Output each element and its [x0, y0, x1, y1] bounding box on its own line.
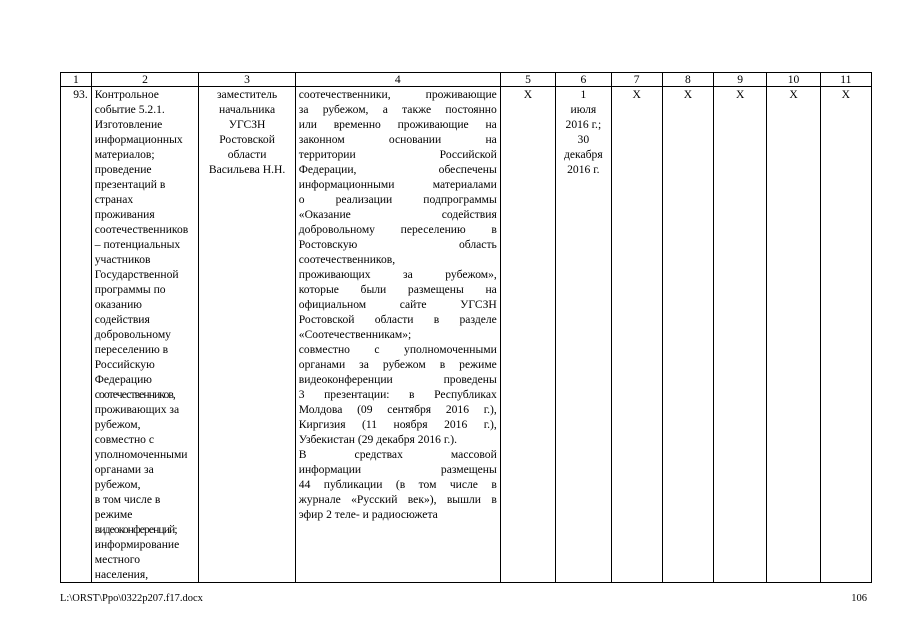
event-text-line: Контрольное — [94, 88, 159, 101]
row-number: 93. — [61, 87, 92, 583]
event-text-line: местного — [94, 553, 140, 566]
result-text-line: «Соотечественникам»; — [298, 328, 412, 341]
responsible-text-line: заместитель — [216, 88, 278, 101]
event-text-line: Государственной — [94, 268, 179, 281]
result-text-line: Федерации, обеспечены — [298, 163, 497, 176]
result-text-line: информационными материалами — [298, 178, 497, 191]
result-text-line: или временно проживающие на — [298, 118, 497, 131]
result-text-line: «Оказание содействия — [298, 208, 497, 221]
event-text-line: в том числе в — [94, 493, 161, 506]
event-text-line: информирование — [94, 538, 180, 551]
event-text-line: презентаций в — [94, 178, 166, 191]
result-text-line: журнале «Русский век»), вышли в — [298, 493, 497, 506]
event-text-line: режиме — [94, 508, 133, 521]
responsible-text-line: области — [227, 148, 267, 161]
event-text-line: соотечественников, — [94, 388, 175, 401]
date-text-line: 2016 г.; — [565, 118, 602, 131]
event-text-line: содействия — [94, 313, 150, 326]
result-text-line: 3 презентации: в Республиках — [298, 388, 497, 401]
event-text-line: программы по — [94, 283, 166, 296]
header-cell-6: 6 — [556, 73, 611, 87]
result-text-line: видеоконференции проведены — [298, 373, 497, 386]
event-text-line: – потенциальных — [94, 238, 181, 251]
event-text-line: Российскую — [94, 358, 155, 371]
col8-mark: X — [662, 87, 713, 583]
header-cell-5: 5 — [500, 73, 555, 87]
event-text-line: населения, — [94, 568, 149, 581]
header-cell-9: 9 — [714, 73, 767, 87]
event-text-line: совместно с — [94, 433, 154, 446]
deadline-dates — [556, 87, 611, 583]
event-text-line: материалов; — [94, 148, 155, 161]
header-cell-4: 4 — [295, 73, 500, 87]
header-cell-1: 1 — [61, 73, 92, 87]
result-text-line: информации размещены — [298, 463, 497, 476]
header-cell-3: 3 — [199, 73, 295, 87]
header-row — [61, 73, 872, 87]
event-text-line: участников — [94, 253, 151, 266]
result-text-line: Молдова (09 сентября 2016 г.), — [298, 403, 497, 416]
event-text-line: проведение — [94, 163, 152, 176]
header-cell-10: 10 — [767, 73, 820, 87]
footer-page-number: 106 — [851, 593, 867, 604]
result-text-line: В средствах массовой — [298, 448, 497, 461]
event-text-line: странах — [94, 193, 134, 206]
responsible-text-line: начальника — [219, 103, 276, 116]
event-text-line: проживания — [94, 208, 155, 221]
event-text-line: органами за — [94, 463, 154, 476]
header-cell-2: 2 — [91, 73, 199, 87]
result-text-line: эфир 2 теле- и радиосюжета — [298, 508, 438, 521]
result-text-line: Ростовскую область — [298, 238, 497, 251]
result-text-line: законном основании на — [298, 133, 497, 146]
responsible-text-line: Васильева Н.Н. — [208, 163, 286, 176]
col7-mark: X — [611, 87, 662, 583]
date-text-line: 1 — [580, 88, 587, 101]
result-text-line: добровольному переселению в — [298, 223, 497, 236]
result-description — [295, 87, 500, 583]
event-text-line: добровольному — [94, 328, 171, 341]
event-text-line: рубежом, — [94, 418, 141, 431]
event-text-line: Федерацию — [94, 373, 152, 386]
footer-file-path: L:\ORST\Ppo\0322p207.f17.docx — [60, 593, 203, 604]
event-description — [91, 87, 199, 583]
result-text-line: совместно с уполномоченными — [298, 343, 497, 356]
event-text-line: Изготовление — [94, 118, 163, 131]
result-text-line: Узбекистан (29 декабря 2016 г.). — [298, 433, 457, 446]
table-row — [61, 87, 872, 583]
event-text-line: соотечественников — [94, 223, 189, 236]
date-text-line: 2016 г. — [567, 163, 600, 176]
event-text-line: событие 5.2.1. — [94, 103, 165, 116]
col10-mark: X — [767, 87, 820, 583]
header-cell-7: 7 — [611, 73, 662, 87]
event-text-line: проживающих за — [94, 403, 180, 416]
date-text-line: декабря — [564, 148, 603, 161]
result-text-line: официальном сайте УГСЗН — [298, 298, 497, 311]
result-text-line: территории Российской — [298, 148, 497, 161]
result-text-line: Ростовской области в разделе — [298, 313, 497, 326]
event-text-line: видеоконференций; — [94, 523, 177, 536]
responsible-text-line: Ростовской — [219, 133, 275, 146]
date-text-line: июля — [570, 103, 597, 116]
result-text-line: Киргизия (11 ноября 2016 г.), — [298, 418, 497, 431]
col5-mark: X — [500, 87, 555, 583]
event-text-line: переселению в — [94, 343, 169, 356]
header-cell-11: 11 — [820, 73, 871, 87]
responsible-person — [199, 87, 295, 583]
date-text-line: 30 — [577, 133, 590, 146]
header-cell-8: 8 — [662, 73, 713, 87]
event-text-line: рубежом, — [94, 478, 141, 491]
report-table — [60, 72, 872, 583]
responsible-text-line: УГСЗН — [228, 118, 266, 131]
result-text-line: проживающих за рубежом», — [298, 268, 497, 281]
result-text-line: о реализации подпрограммы — [298, 193, 497, 206]
result-text-line: которые были размещены на — [298, 283, 497, 296]
result-text-line: соотечественников, — [298, 253, 396, 266]
event-text-line: информационных — [94, 133, 183, 146]
event-text-line: оказанию — [94, 298, 142, 311]
col9-mark: X — [714, 87, 767, 583]
result-text-line: соотечественники, проживающие — [298, 88, 497, 101]
result-text-line: за рубежом, а также постоянно — [298, 103, 497, 116]
event-text-line: уполномоченными — [94, 448, 188, 461]
col11-mark: X — [820, 87, 871, 583]
result-text-line: органами за рубежом в режиме — [298, 358, 497, 371]
result-text-line: 44 публикации (в том числе в — [298, 478, 497, 491]
